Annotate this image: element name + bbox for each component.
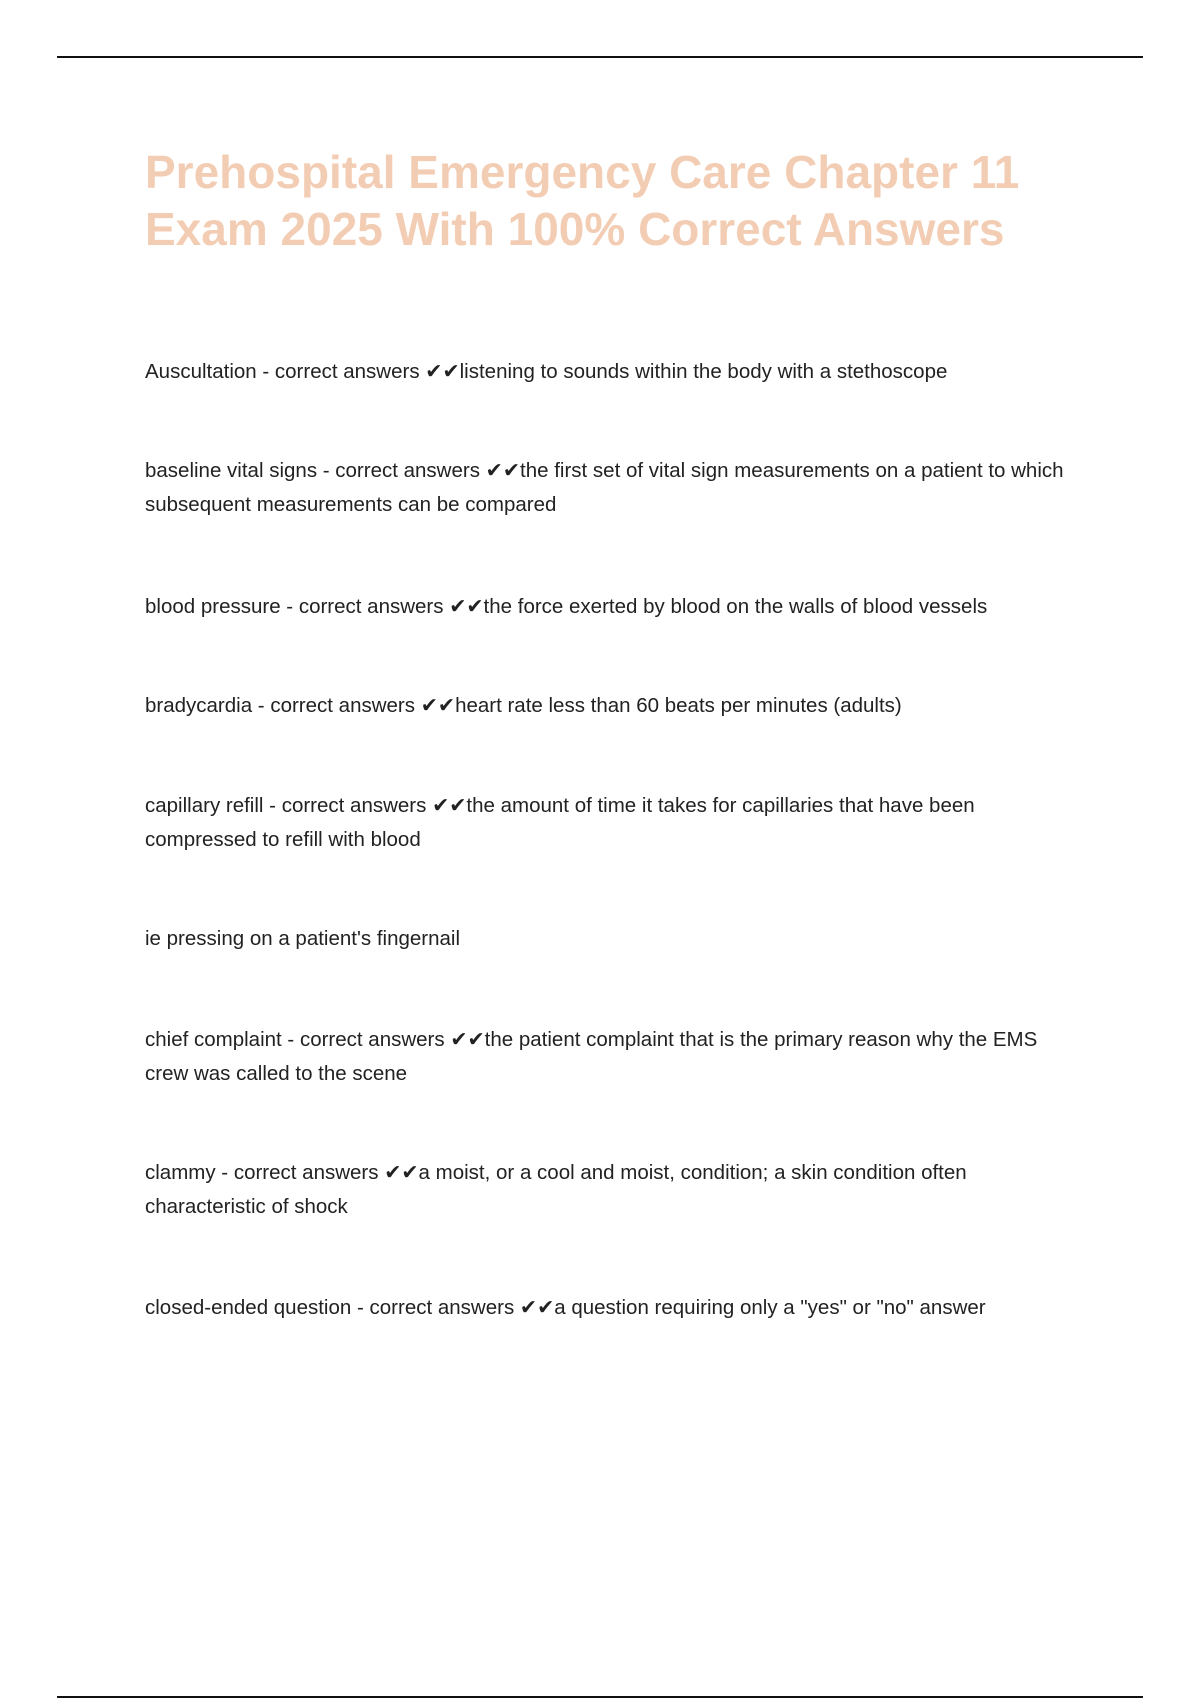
flashcard-entry-auscultation: Auscultation - correct answers ✔✔listening to sounds within the body with a stethoscope	[145, 360, 948, 383]
flashcard-entry-capillary-refill: capillary refill - correct answers ✔✔the amount of time it takes for capillaries that have been compressed to refill with blood	[145, 794, 975, 851]
top-divider	[57, 56, 1143, 58]
flashcard-entry-chief-complaint: chief complaint - correct answers ✔✔the patient complaint that is the primary reason why the EMS crew was called to the scene	[145, 1028, 1038, 1085]
flashcard-entry-clammy: clammy - correct answers ✔✔a moist, or a cool and moist, condition; a skin condition often characteristic of shock	[145, 1161, 967, 1218]
flashcard-entry-closed-ended-question: closed-ended question - correct answers ✔✔a question requiring only a "yes" or "no" answer	[145, 1296, 986, 1319]
document-title: Prehospital Emergency Care Chapter 11 Exam 2025 With 100% Correct Answers	[145, 146, 1020, 255]
bottom-divider	[57, 1696, 1143, 1698]
flashcard-entry-capillary-refill-note: ie pressing on a patient's fingernail	[145, 927, 461, 950]
flashcard-entry-blood-pressure: blood pressure - correct answers ✔✔the force exerted by blood on the walls of blood vessels	[145, 595, 988, 618]
flashcard-entry-baseline-vital-signs: baseline vital signs - correct answers ✔✔the first set of vital sign measurements on a patient to which subsequent measurements can be compared	[145, 459, 1064, 516]
flashcard-entry-bradycardia: bradycardia - correct answers ✔✔heart rate less than 60 beats per minutes (adults)	[145, 694, 902, 717]
